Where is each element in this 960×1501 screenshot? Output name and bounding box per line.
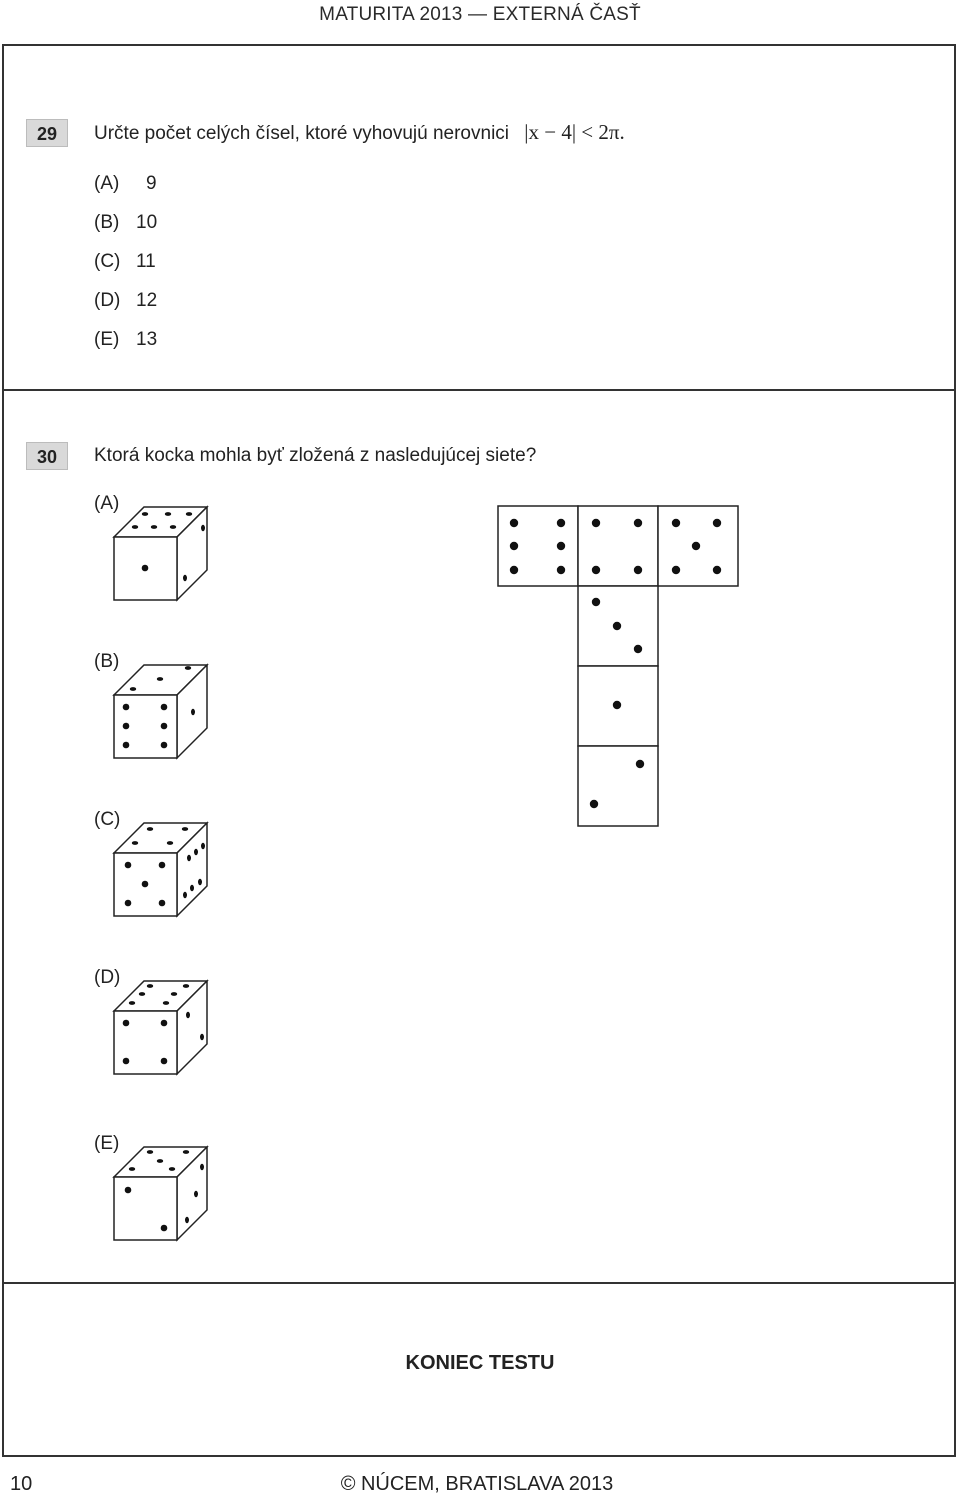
cube-c[interactable] <box>110 819 214 921</box>
footer-copyright <box>0 1473 960 1496</box>
option-letter: (C) <box>94 251 121 272</box>
copyright-text: © NÚCEM, BRATISLAVA 2013 <box>340 1473 614 1495</box>
section-divider <box>4 1282 954 1284</box>
cube-d[interactable] <box>110 977 214 1079</box>
question-number-29: 29 <box>26 119 68 147</box>
cube-net-diagram <box>496 504 740 828</box>
question-29-prompt: Určte počet celých čísel, ktoré vyhovujú nerovnici <box>94 123 510 144</box>
end-of-test: KONIEC TESTU <box>405 1352 555 1374</box>
q29-option-b[interactable] <box>94 212 157 234</box>
option-letter: (E) <box>94 329 120 350</box>
option-value: 9 <box>146 173 157 194</box>
q30-option-c-label[interactable]: (C) <box>94 809 121 830</box>
q30-option-a-label[interactable]: (A) <box>94 493 120 514</box>
q30-option-e-label[interactable]: (E) <box>94 1133 120 1154</box>
q29-option-e[interactable] <box>94 329 157 351</box>
question-number-30: 30 <box>26 442 68 470</box>
option-letter: (B) <box>94 212 120 233</box>
q29-option-a[interactable] <box>94 173 157 195</box>
option-letter: (A) <box>94 173 120 194</box>
option-value: 11 <box>136 251 156 272</box>
question-29-text <box>94 120 625 145</box>
q29-option-d[interactable] <box>94 290 157 312</box>
cube-a[interactable] <box>110 503 214 605</box>
page-header: MATURITA 2013 — EXTERNÁ ČASŤ <box>319 4 641 25</box>
cube-b[interactable] <box>110 661 214 763</box>
q30-option-d-label[interactable]: (D) <box>94 967 121 988</box>
page-number: 10 <box>10 1473 33 1495</box>
option-value: 12 <box>136 290 158 311</box>
section-divider <box>4 389 954 391</box>
question-30-text: Ktorá kocka mohla byť zložená z nasledujúcej siete? <box>94 445 537 466</box>
question-29-formula: |x − 4| < 2π. <box>524 120 625 144</box>
option-value: 10 <box>136 212 158 233</box>
q29-option-c[interactable] <box>94 251 156 273</box>
cube-e[interactable] <box>110 1143 214 1245</box>
option-value: 13 <box>136 329 158 350</box>
q30-option-b-label[interactable]: (B) <box>94 651 120 672</box>
option-letter: (D) <box>94 290 121 311</box>
